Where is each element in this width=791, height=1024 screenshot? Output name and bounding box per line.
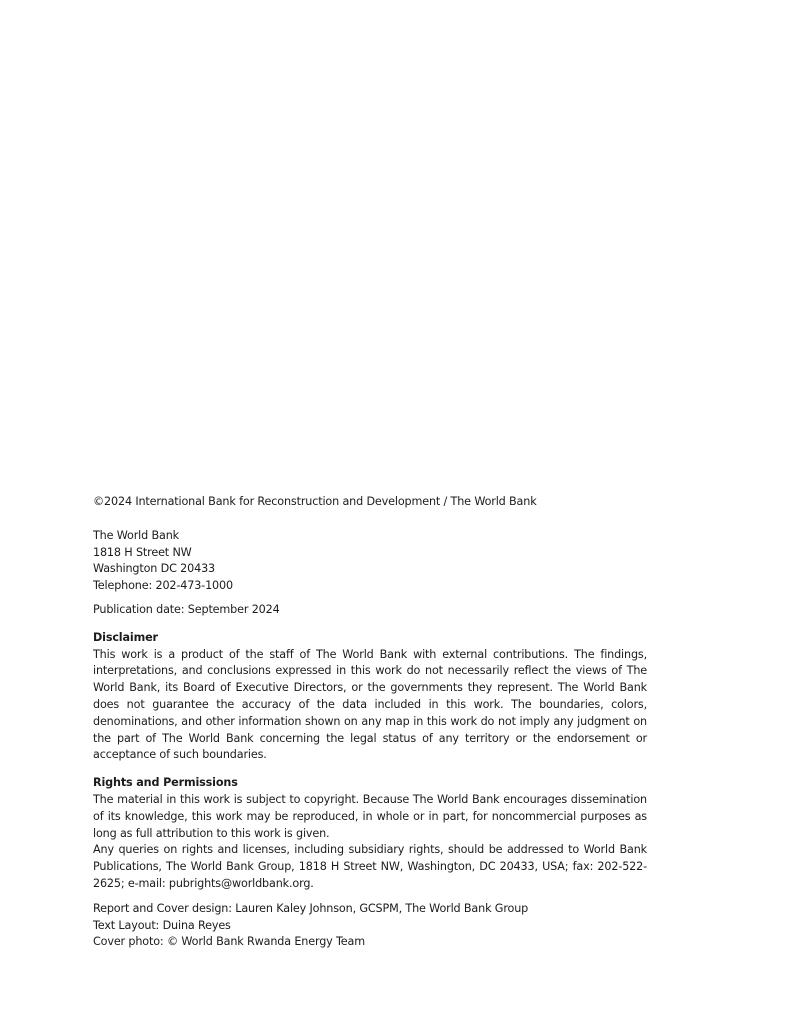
address-line-street: 1818 H Street NW — [93, 545, 192, 559]
rights-title: Rights and Permissions — [93, 776, 238, 790]
credit-text-layout: Text Layout: Duina Reyes — [93, 918, 231, 932]
rights-section — [93, 775, 647, 893]
address-line-organization: The World Bank — [93, 528, 179, 542]
credit-cover-photo: Cover photo: © World Bank Rwanda Energy Team — [93, 935, 365, 949]
publication-date: Publication date: September 2024 — [93, 602, 280, 616]
disclaimer-title: Disclaimer — [93, 630, 158, 644]
address-line-city: Washington DC 20433 — [93, 562, 216, 576]
rights-paragraph-2: Any queries on rights and licenses, including subsidiary rights, should be addressed to World Bank Publications, The World Bank Group, 1818 H Street NW, Washington, DC 20433, USA; fax: 202-522-2625; e-mail: pubrights@worldbank.org. — [93, 843, 647, 890]
copyright-page — [93, 494, 647, 951]
disclaimer-text: This work is a product of the staff of The World Bank with external contributions. The findings, interpretations, and conclusions expressed in this work do not necessarily reflect the views of The World Bank, its Board of Executive Directors, or the governments they represent. The World Bank does not guarantee the accuracy of the data included in this work. The boundaries, colors, denominations, and other information shown on any map in this work do not imply any judgment on the part of The World Bank concerning the legal status of any territory or the endorsement or acceptance of such boundaries. — [93, 647, 647, 762]
address-line-telephone: Telephone: 202-473-1000 — [93, 579, 233, 593]
credits-block — [93, 901, 647, 951]
rights-paragraph-1: The material in this work is subject to copyright. Because The World Bank encourages dissemination of its knowledge, this work may be reproduced, in whole or in part, for noncommercial purposes as long as full attribution to this work is given. — [93, 792, 647, 840]
copyright-notice: ©2024 International Bank for Reconstruction and Development / The World Bank — [93, 495, 537, 508]
disclaimer-section — [93, 630, 647, 764]
credit-design: Report and Cover design: Lauren Kaley Johnson, GCSPM, The World Bank Group — [93, 901, 529, 915]
address-block — [93, 528, 647, 595]
